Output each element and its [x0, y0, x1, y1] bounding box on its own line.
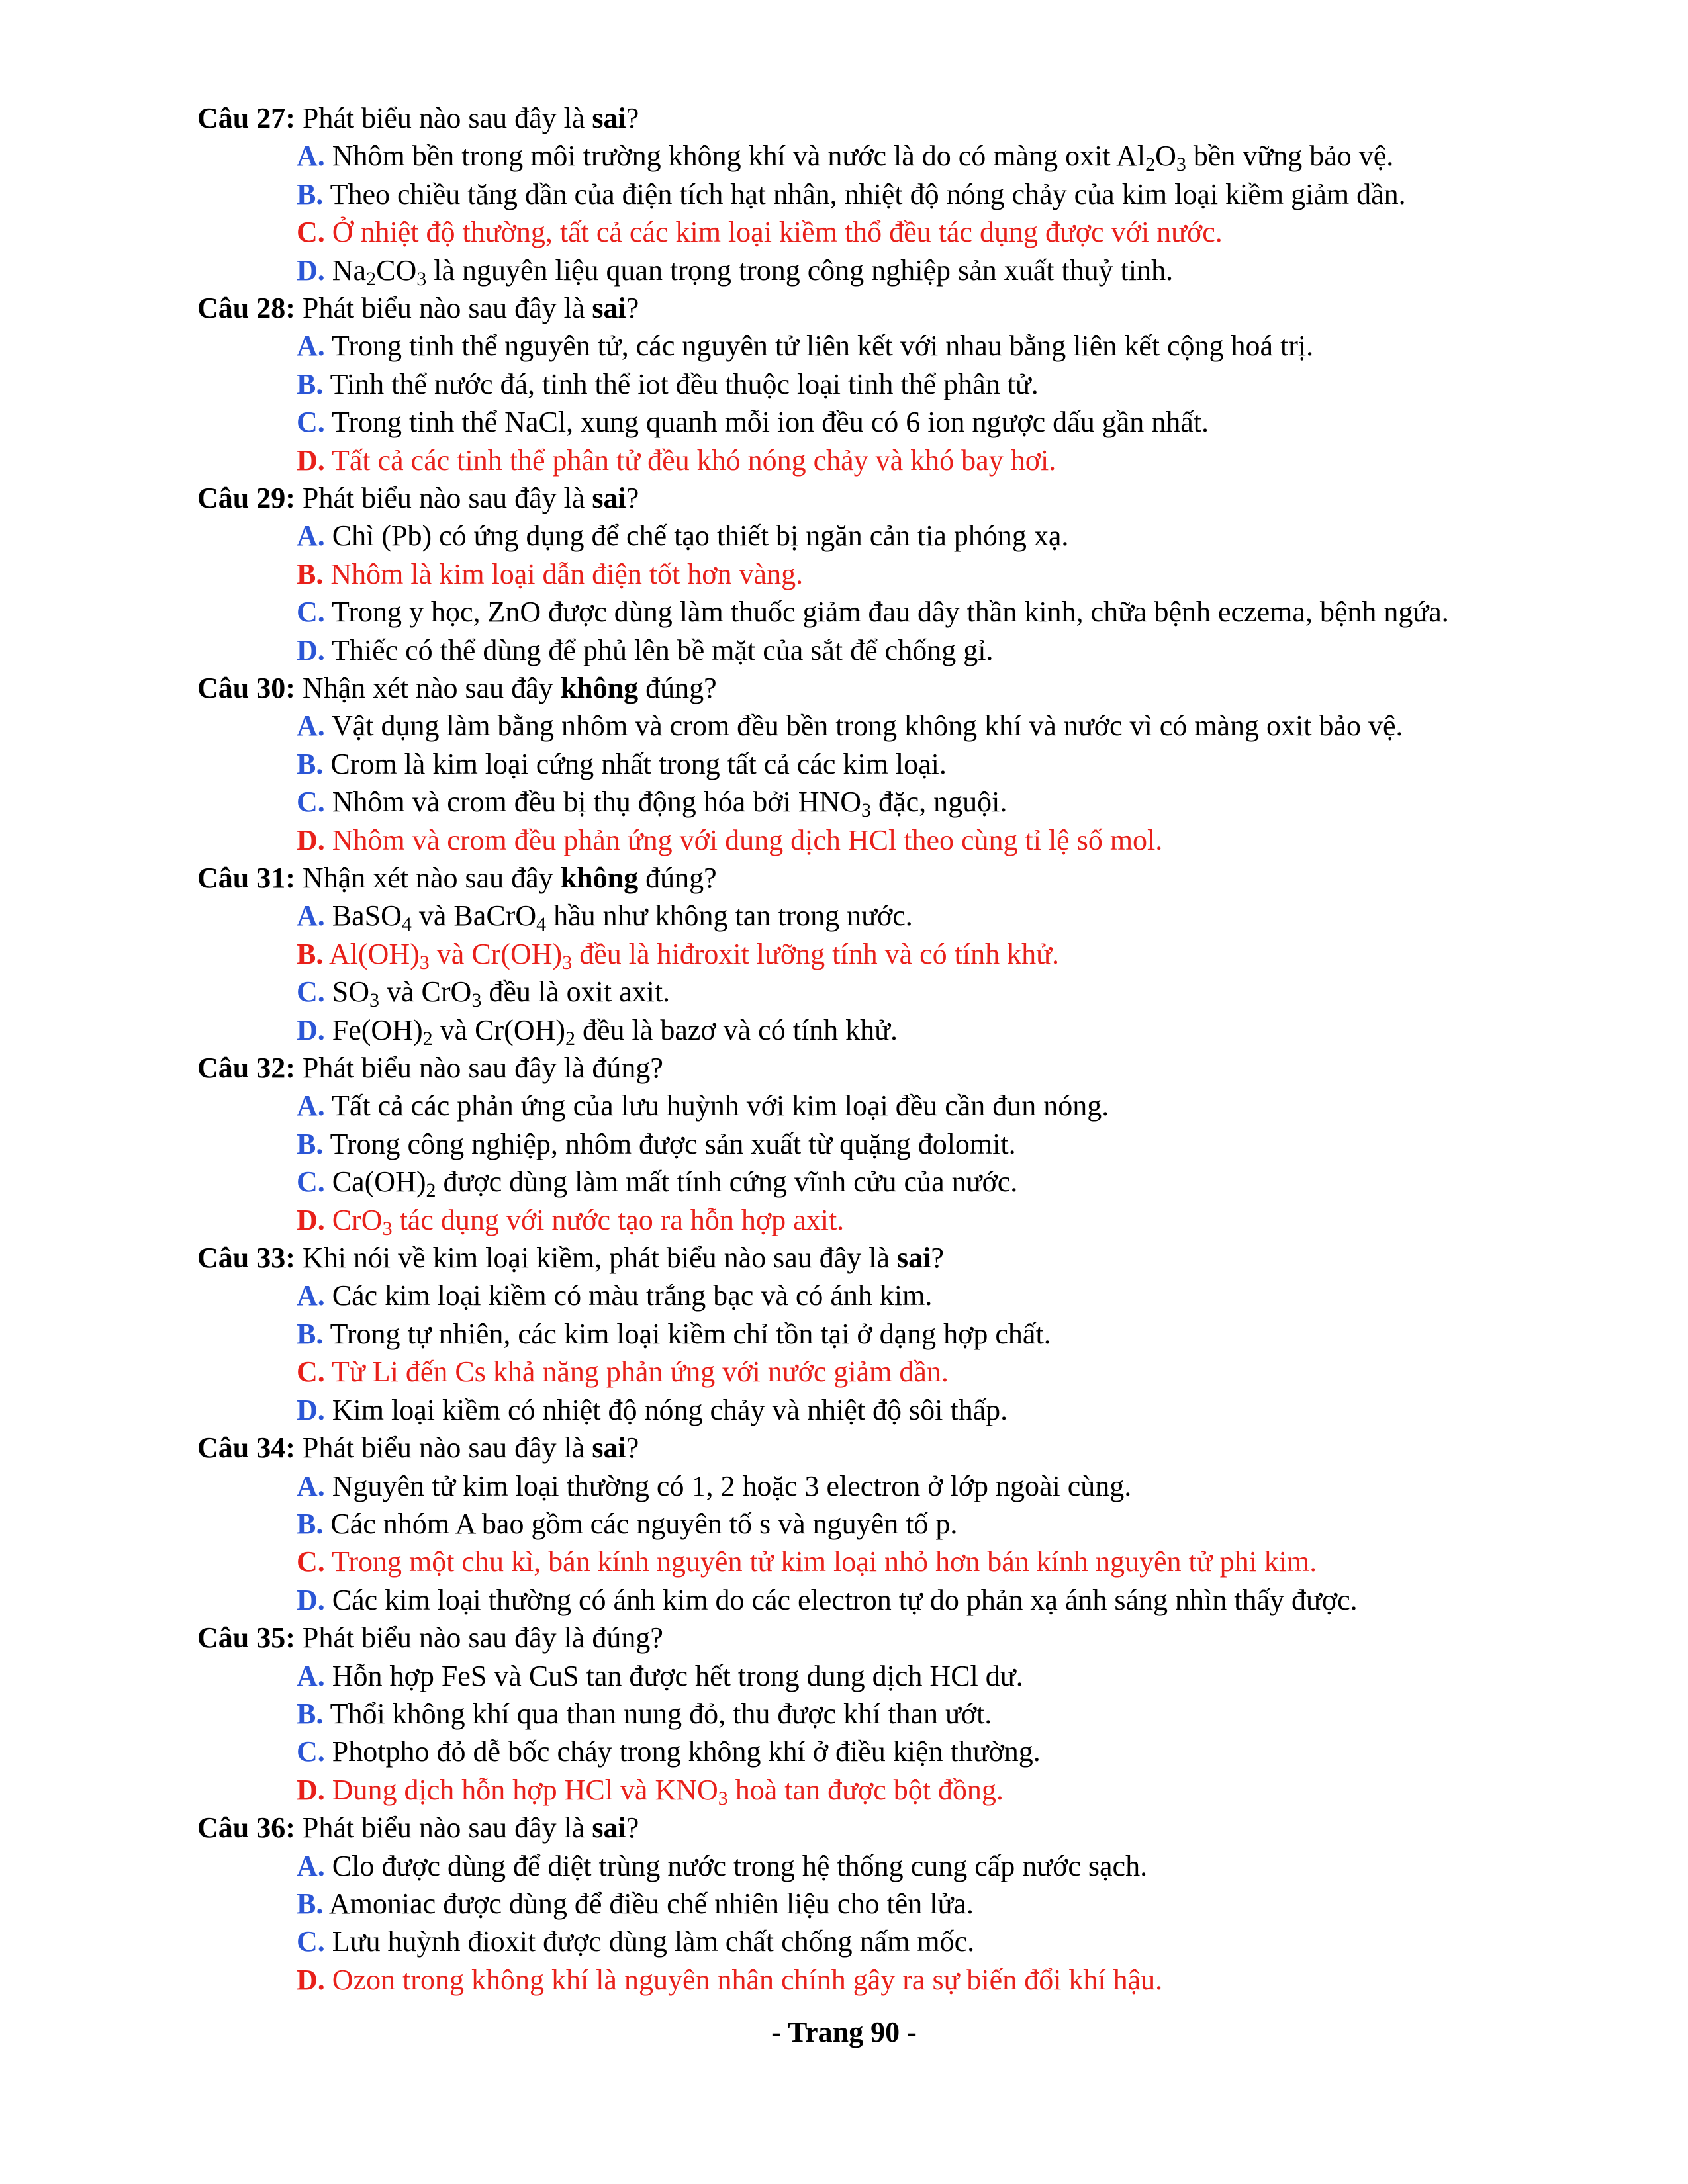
option-letter: C. — [297, 1165, 325, 1199]
question-header — [197, 859, 1574, 897]
question — [197, 479, 1574, 669]
answer-option — [197, 1011, 1574, 1049]
text-run: Lưu huỳnh đioxit được dùng làm chất chống nấm mốc. — [324, 1925, 975, 1958]
option-text — [325, 1279, 933, 1312]
option-text — [323, 748, 946, 780]
text-run: ? — [626, 482, 639, 515]
question-header — [197, 479, 1574, 517]
text-run: Chì (Pb) có ứng dụng để chế tạo thiết bị ngăn cản tia phóng xạ. — [324, 520, 1069, 553]
question-number: Câu 34: — [197, 1432, 295, 1465]
text-run: Trong tinh thể nguyên tử, các nguyên tử liên kết với nhau bằng liên kết cộng hoá trị. — [324, 330, 1314, 363]
option-text — [324, 1013, 898, 1050]
option-letter: B. — [297, 177, 324, 210]
option-letter: B. — [297, 1317, 324, 1350]
text-run: BaSO — [324, 899, 402, 933]
emphasis-text: sai — [592, 482, 626, 515]
option-text — [325, 1964, 1162, 1996]
text-run: Fe(OH) — [324, 1013, 423, 1046]
text-run: Nguyên tử kim loại thường có 1, 2 hoặc 3 electron ở lớp ngoài cùng. — [324, 1469, 1132, 1502]
option-letter: D. — [297, 1013, 325, 1046]
question-number: Câu 32: — [197, 1052, 295, 1085]
option-text — [325, 1545, 1317, 1578]
question — [197, 99, 1574, 289]
option-text — [325, 330, 1313, 362]
answer-option — [197, 517, 1574, 555]
option-text — [324, 1773, 1004, 1809]
option-letter: A. — [297, 1849, 325, 1882]
option-letter: A. — [297, 520, 325, 553]
text-run: đều là bazơ và có tính khử. — [575, 1013, 898, 1046]
answer-option — [197, 1505, 1574, 1543]
option-letter: C. — [297, 216, 325, 249]
option-letter: A. — [297, 1469, 325, 1502]
text-run: Crom là kim loại cứng nhất trong tất cả các kim loại. — [323, 747, 947, 780]
answer-option — [197, 1315, 1574, 1353]
option-letter: A. — [297, 1279, 325, 1312]
emphasis-text: không — [560, 672, 639, 705]
text-run: Nhôm và crom đều phản ứng với dung dịch HCl theo cùng tỉ lệ số mol. — [324, 823, 1163, 856]
text-run: Phát biểu nào sau đây là đúng? — [295, 1052, 663, 1085]
question-prompt — [295, 862, 717, 894]
answer-option — [197, 1733, 1574, 1770]
question-header — [197, 1429, 1574, 1467]
option-text — [325, 824, 1163, 856]
text-run: Dung dịch hỗn hợp HCl và KNO — [324, 1773, 718, 1806]
option-letter: D. — [297, 253, 325, 287]
option-text — [325, 1089, 1109, 1122]
question-number: Câu 31: — [197, 862, 295, 895]
text-run: Tất cả các phản ứng của lưu huỳnh với kim loại đều cần đun nóng. — [324, 1089, 1109, 1122]
text-run: ? — [931, 1242, 944, 1275]
text-run: Kim loại kiềm có nhiệt độ nóng chảy và nhiệt độ sôi thấp. — [324, 1393, 1008, 1426]
answer-option — [197, 707, 1574, 745]
option-text — [325, 1660, 1023, 1692]
answer-option-correct — [197, 1771, 1574, 1809]
option-text — [324, 899, 913, 936]
text-run: Tinh thể nước đá, tinh thể iot đều thuộc loại tinh thể phân tử. — [323, 367, 1039, 400]
option-text — [324, 253, 1174, 290]
text-run: Nhận xét nào sau đây — [295, 862, 561, 895]
answer-option-correct — [197, 1543, 1574, 1580]
option-text — [325, 216, 1223, 248]
question-number: Câu 33: — [197, 1242, 295, 1275]
answer-option — [197, 783, 1574, 821]
question — [197, 669, 1574, 859]
answer-option — [197, 593, 1574, 631]
option-letter: D. — [297, 1393, 325, 1426]
answer-option — [197, 1277, 1574, 1314]
option-text — [324, 1203, 845, 1240]
text-run: đều là oxit axit. — [481, 976, 671, 1009]
text-run: Na — [324, 253, 367, 287]
emphasis-text: sai — [897, 1242, 931, 1275]
question-number: Câu 30: — [197, 672, 295, 705]
option-letter: C. — [297, 976, 325, 1009]
text-run: ? — [626, 1811, 639, 1844]
text-run: ? — [626, 1432, 639, 1465]
subscript: 3 — [1176, 154, 1186, 176]
subscript: 3 — [861, 799, 872, 822]
answer-option — [197, 1695, 1574, 1733]
question-header — [197, 99, 1574, 137]
option-text — [325, 634, 994, 666]
text-run: Hỗn hợp FeS và CuS tan được hết trong dung dịch HCl dư. — [324, 1659, 1023, 1692]
option-letter: B. — [297, 1127, 324, 1160]
answer-option — [197, 365, 1574, 403]
question-prompt — [295, 1811, 639, 1844]
text-run: Các kim loại kiềm có màu trắng bạc và có ánh kim. — [324, 1279, 933, 1312]
option-letter: A. — [297, 140, 325, 173]
option-text — [325, 1470, 1131, 1502]
option-text — [325, 1925, 974, 1958]
question-prompt — [295, 672, 717, 704]
question — [197, 1809, 1574, 1999]
text-run: CO — [376, 253, 417, 287]
answer-option — [197, 745, 1574, 783]
question-header — [197, 289, 1574, 327]
emphasis-text: sai — [592, 1432, 626, 1465]
answer-option — [197, 1847, 1574, 1885]
option-letter: D. — [297, 1773, 325, 1806]
option-text — [323, 1128, 1015, 1160]
text-run: và CrO — [379, 976, 472, 1009]
question-header — [197, 1049, 1574, 1087]
text-run: hoà tan được bột đồng. — [727, 1773, 1004, 1806]
option-text — [325, 1394, 1008, 1426]
question — [197, 859, 1574, 1049]
subscript: 4 — [536, 913, 547, 936]
question — [197, 1049, 1574, 1239]
answer-option — [197, 251, 1574, 289]
option-text — [323, 1698, 992, 1730]
option-letter: D. — [297, 1583, 325, 1616]
question-prompt — [295, 1621, 663, 1654]
option-letter: B. — [297, 1507, 324, 1540]
answer-option — [197, 1163, 1574, 1201]
subscript: 2 — [422, 1027, 433, 1050]
option-letter: C. — [297, 1545, 325, 1578]
text-run: Nhôm bền trong môi trường không khí và nước là do có màng oxit Al — [324, 140, 1146, 173]
subscript: 2 — [366, 267, 377, 290]
text-run: Theo chiều tăng dần của điện tích hạt nhân, nhiệt độ nóng chảy của kim loại kiềm giảm dần. — [323, 177, 1406, 210]
option-letter: D. — [297, 443, 325, 477]
text-run: Photpho đỏ dễ bốc cháy trong không khí ở điều kiện thường. — [324, 1735, 1041, 1768]
question-number: Câu 28: — [197, 292, 295, 325]
option-text — [323, 1888, 973, 1920]
option-letter: D. — [297, 1203, 325, 1236]
option-letter: B. — [297, 557, 324, 590]
option-letter: C. — [297, 1735, 325, 1768]
answer-option — [197, 1467, 1574, 1505]
text-run: ? — [626, 102, 639, 134]
option-letter: A. — [297, 330, 325, 363]
text-run: đúng? — [638, 672, 717, 705]
answer-option — [197, 897, 1574, 934]
text-run: Trong y học, ZnO được dùng làm thuốc giảm đau dây thần kinh, chữa bệnh eczema, bệnh ngứa. — [324, 596, 1449, 629]
text-run: SO — [324, 976, 370, 1009]
text-run: CrO — [324, 1203, 383, 1236]
answer-option — [197, 403, 1574, 441]
question — [197, 1619, 1574, 1809]
text-run: O — [1155, 140, 1176, 173]
option-text — [323, 1318, 1051, 1350]
option-text — [325, 1850, 1147, 1882]
answer-option — [197, 327, 1574, 365]
text-run: bền vững bảo vệ. — [1186, 140, 1394, 173]
text-run: Thiếc có thể dùng để phủ lên bề mặt của sắt để chống gỉ. — [324, 633, 994, 666]
option-text — [323, 558, 803, 590]
option-letter: C. — [297, 406, 325, 439]
answer-option — [197, 973, 1574, 1011]
question-prompt — [295, 1432, 639, 1464]
question-number: Câu 35: — [197, 1621, 295, 1655]
question-prompt — [295, 1242, 944, 1274]
subscript: 3 — [382, 1217, 393, 1240]
text-run: Phát biểu nào sau đây là đúng? — [295, 1621, 663, 1655]
option-text — [325, 1584, 1358, 1616]
answer-option — [197, 1923, 1574, 1960]
option-letter: A. — [297, 709, 325, 743]
question-list — [197, 99, 1574, 1999]
text-run: Al(OH) — [323, 937, 420, 970]
option-text — [325, 709, 1403, 742]
option-letter: D. — [297, 823, 325, 856]
text-run: ? — [626, 292, 639, 325]
option-letter: D. — [297, 1963, 325, 1996]
text-run: Trong tinh thể NaCl, xung quanh mỗi ion đều có 6 ion ngược dấu gần nhất. — [324, 406, 1209, 439]
question-header — [197, 669, 1574, 707]
question-header — [197, 1239, 1574, 1277]
subscript: 3 — [369, 989, 380, 1012]
answer-option-correct — [197, 821, 1574, 859]
text-run: Các nhóm A bao gồm các nguyên tố s và nguyên tố p. — [323, 1507, 958, 1540]
option-text — [324, 1165, 1018, 1202]
text-run: và Cr(OH) — [429, 937, 563, 970]
option-text — [325, 1735, 1041, 1768]
question — [197, 1239, 1574, 1429]
question-number: Câu 29: — [197, 482, 295, 515]
text-run: Phát biểu nào sau đây là — [295, 1811, 592, 1844]
answer-option — [197, 1657, 1574, 1695]
subscript: 4 — [401, 913, 412, 936]
option-text — [323, 1508, 957, 1540]
subscript: 3 — [562, 951, 573, 974]
option-letter: C. — [297, 596, 325, 629]
answer-option — [197, 137, 1574, 175]
answer-option — [197, 1087, 1574, 1124]
answer-option-correct — [197, 1353, 1574, 1390]
text-run: Tất cả các tinh thể phân tử đều khó nóng chảy và khó bay hơi. — [324, 443, 1056, 477]
question-header — [197, 1619, 1574, 1657]
text-run: Trong công nghiệp, nhôm được sản xuất từ quặng đolomit. — [323, 1127, 1016, 1160]
subscript: 3 — [416, 267, 427, 290]
text-run: đều là hiđroxit lưỡng tính và có tính khử. — [572, 937, 1059, 970]
text-run: đúng? — [638, 862, 717, 895]
text-run: Trong tự nhiên, các kim loại kiềm chỉ tồn tại ở dạng hợp chất. — [323, 1317, 1051, 1350]
option-letter: C. — [297, 786, 325, 819]
answer-option-correct — [197, 935, 1574, 973]
text-run: Nhôm là kim loại dẫn điện tốt hơn vàng. — [323, 557, 804, 590]
text-run: và Cr(OH) — [432, 1013, 566, 1046]
text-run: Nhận xét nào sau đây — [295, 672, 561, 705]
text-run: Nhôm và crom đều bị thụ động hóa bởi HNO — [324, 786, 862, 819]
option-text — [324, 786, 1008, 822]
option-letter: A. — [297, 899, 325, 933]
subscript: 3 — [419, 951, 430, 974]
answer-option — [197, 175, 1574, 213]
question — [197, 289, 1574, 479]
text-run: Ở nhiệt độ thường, tất cả các kim loại kiềm thổ đều tác dụng được với nước. — [324, 216, 1223, 249]
answer-option-correct — [197, 1961, 1574, 1999]
answer-option-correct — [197, 213, 1574, 251]
option-text — [323, 937, 1059, 974]
text-run: Phát biểu nào sau đây là — [295, 292, 592, 325]
question-number: Câu 27: — [197, 102, 295, 134]
page-number: - Trang 90 - — [771, 2016, 917, 2048]
text-run: được dùng làm mất tính cứng vĩnh cửu của nước. — [436, 1165, 1018, 1199]
text-run: Amoniac được dùng để điều chế nhiên liệu cho tên lửa. — [323, 1887, 974, 1920]
text-run: Clo được dùng để diệt trùng nước trong hệ thống cung cấp nước sạch. — [324, 1849, 1148, 1882]
text-run: Trong một chu kì, bán kính nguyên tử kim loại nhỏ hơn bán kính nguyên tử phi kim. — [324, 1545, 1317, 1578]
question-number: Câu 36: — [197, 1811, 295, 1844]
text-run: Ca(OH) — [324, 1165, 426, 1199]
answer-option-correct — [197, 555, 1574, 593]
answer-option-correct — [197, 441, 1574, 479]
option-letter: B. — [297, 1697, 324, 1730]
option-letter: C. — [297, 1355, 325, 1388]
option-text — [324, 976, 671, 1012]
text-run: Từ Li đến Cs khả năng phản ứng với nước giảm dần. — [324, 1355, 949, 1388]
option-letter: A. — [297, 1089, 325, 1122]
question-prompt — [295, 482, 639, 514]
answer-option — [197, 1125, 1574, 1163]
option-letter: C. — [297, 1925, 325, 1958]
option-letter: B. — [297, 937, 324, 970]
option-letter: B. — [297, 367, 324, 400]
text-run: là nguyên liệu quan trọng trong công nghiệp sản xuất thuỷ tinh. — [426, 253, 1174, 287]
option-text — [325, 1355, 949, 1388]
answer-option — [197, 1581, 1574, 1619]
option-text — [324, 140, 1394, 176]
question-prompt — [295, 1052, 663, 1084]
text-run: Phát biểu nào sau đây là — [295, 102, 592, 134]
option-text — [323, 368, 1038, 400]
text-run: Phát biểu nào sau đây là — [295, 1432, 592, 1465]
emphasis-text: sai — [592, 292, 626, 325]
option-letter: A. — [297, 1659, 325, 1692]
option-text — [325, 520, 1069, 552]
text-run: Vật dụng làm bằng nhôm và crom đều bền trong không khí và nước vì có màng oxit bảo vệ. — [324, 709, 1403, 743]
option-letter: B. — [297, 747, 324, 780]
subscript: 3 — [718, 1787, 728, 1809]
answer-option-correct — [197, 1201, 1574, 1239]
option-letter: D. — [297, 633, 325, 666]
option-text — [325, 596, 1449, 628]
option-text — [325, 406, 1209, 438]
text-run: tác dụng với nước tạo ra hỗn hợp axit. — [392, 1203, 845, 1236]
answer-option — [197, 631, 1574, 669]
subscript: 2 — [1145, 154, 1156, 176]
text-run: Khi nói về kim loại kiềm, phát biểu nào sau đây là — [295, 1242, 898, 1275]
emphasis-text: không — [560, 862, 639, 895]
answer-option — [197, 1391, 1574, 1429]
text-run: Thổi không khí qua than nung đỏ, thu được khí than ướt. — [323, 1697, 992, 1730]
subscript: 2 — [426, 1179, 436, 1202]
text-run: và BaCrO — [411, 899, 537, 933]
subscript: 2 — [565, 1027, 576, 1050]
text-run: Ozon trong không khí là nguyên nhân chính gây ra sự biến đổi khí hậu. — [324, 1963, 1163, 1996]
text-run: hầu như không tan trong nước. — [546, 899, 913, 933]
text-run: Phát biểu nào sau đây là — [295, 482, 592, 515]
text-run: đặc, nguội. — [871, 786, 1008, 819]
option-text — [325, 444, 1056, 477]
answer-option — [197, 1885, 1574, 1923]
question-header — [197, 1809, 1574, 1846]
option-text — [323, 178, 1405, 210]
emphasis-text: sai — [592, 1811, 626, 1844]
question-prompt — [295, 292, 639, 324]
subscript: 3 — [471, 989, 482, 1012]
emphasis-text: sai — [592, 102, 626, 134]
text-run: Các kim loại thường có ánh kim do các electron tự do phản xạ ánh sáng nhìn thấy được. — [324, 1583, 1358, 1616]
option-letter: B. — [297, 1887, 324, 1920]
question — [197, 1429, 1574, 1619]
question-prompt — [295, 102, 639, 134]
